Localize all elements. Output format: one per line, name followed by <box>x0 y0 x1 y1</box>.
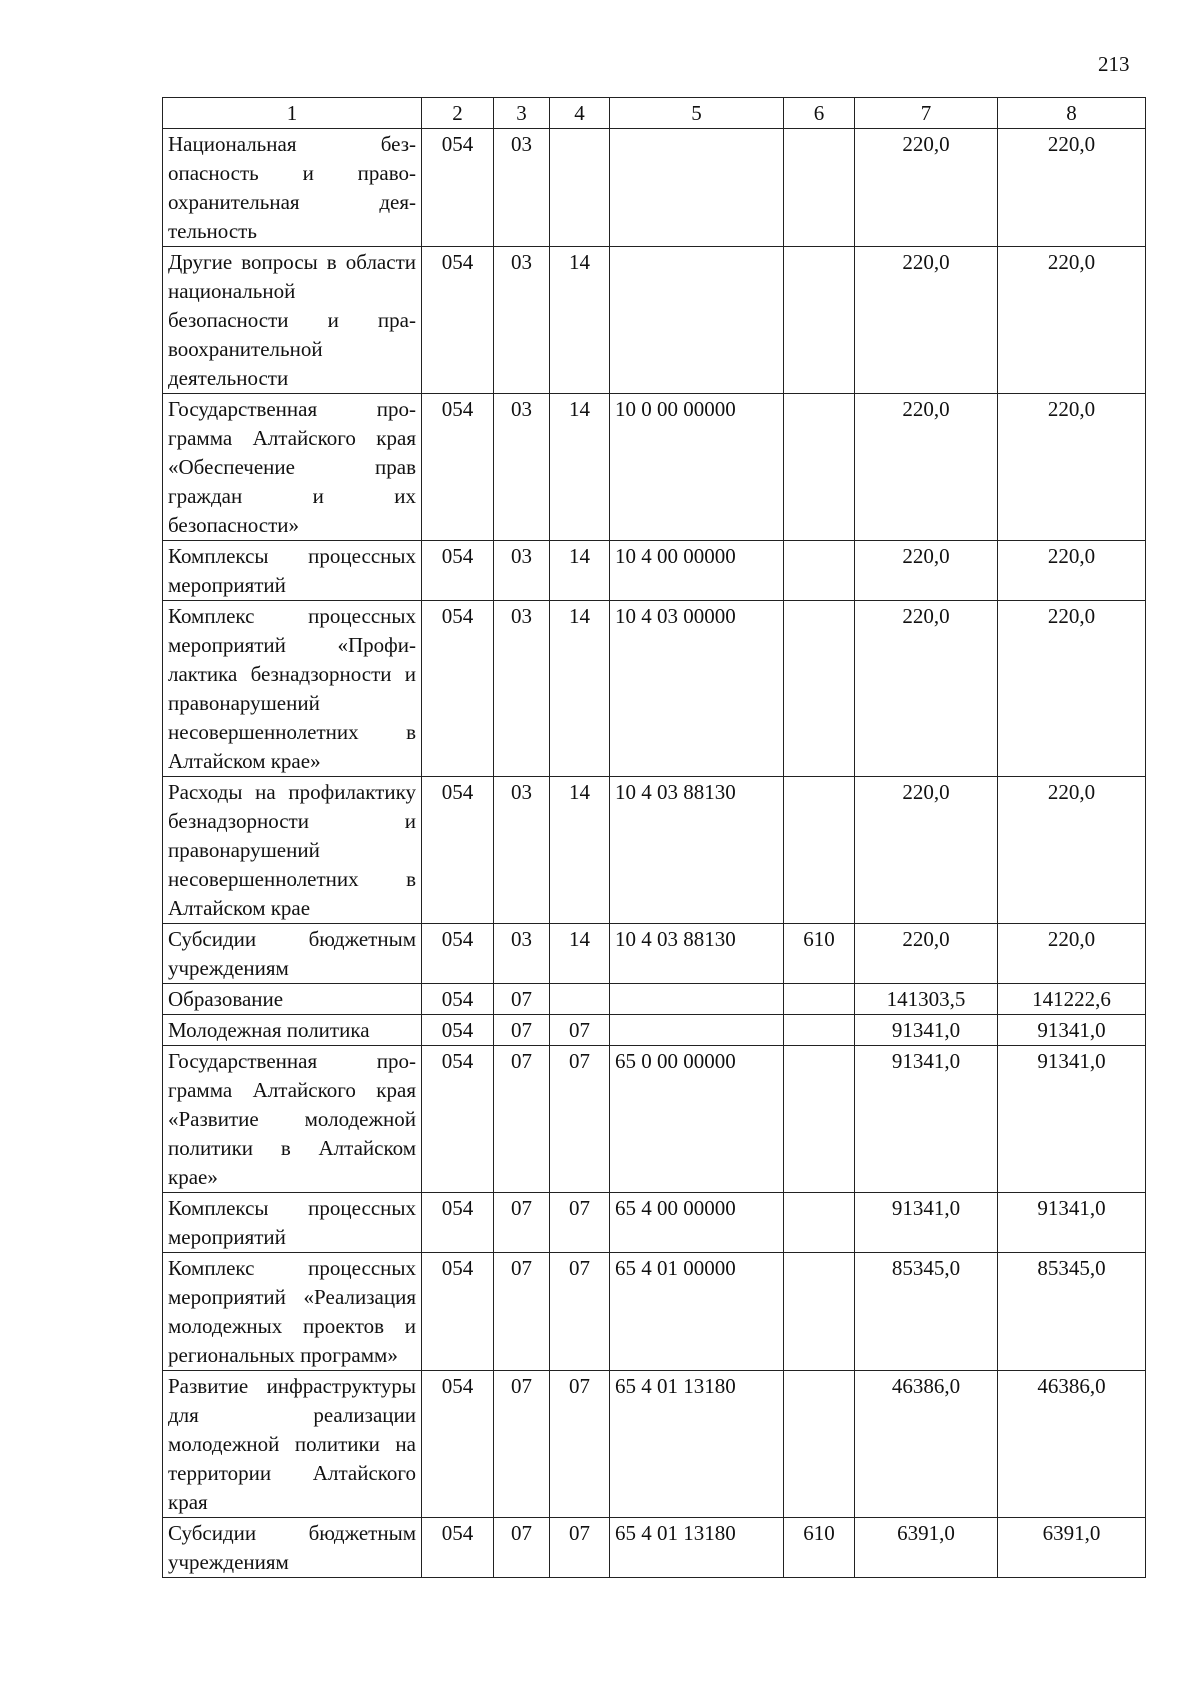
amount-year1-cell: 220,0 <box>855 601 998 777</box>
section-code-cell: 03 <box>494 394 550 541</box>
department-code-cell: 054 <box>422 1253 494 1371</box>
section-code-cell: 03 <box>494 541 550 601</box>
subsection-code-cell: 14 <box>550 394 610 541</box>
department-code-cell: 054 <box>422 129 494 247</box>
target-article-cell <box>610 129 784 247</box>
section-code-cell: 03 <box>494 777 550 924</box>
expense-type-cell <box>784 601 855 777</box>
department-code-cell: 054 <box>422 601 494 777</box>
section-code-cell: 03 <box>494 601 550 777</box>
table-row <box>163 1046 1146 1193</box>
amount-year2-cell: 46386,0 <box>998 1371 1146 1518</box>
expense-type-cell: 610 <box>784 1518 855 1578</box>
expense-type-cell: 610 <box>784 924 855 984</box>
department-code-cell: 054 <box>422 924 494 984</box>
amount-year1-cell: 220,0 <box>855 129 998 247</box>
column-header: 5 <box>610 98 784 129</box>
amount-year1-cell: 220,0 <box>855 247 998 394</box>
department-code-cell: 054 <box>422 777 494 924</box>
expense-type-cell <box>784 777 855 924</box>
subsection-code-cell: 07 <box>550 1253 610 1371</box>
department-code-cell: 054 <box>422 1518 494 1578</box>
target-article-cell: 10 4 03 88130 <box>610 924 784 984</box>
section-code-cell: 07 <box>494 984 550 1015</box>
column-header: 7 <box>855 98 998 129</box>
section-code-cell: 03 <box>494 129 550 247</box>
target-article-cell: 10 4 03 88130 <box>610 777 784 924</box>
amount-year1-cell: 91341,0 <box>855 1015 998 1046</box>
section-code-cell: 07 <box>494 1015 550 1046</box>
expense-type-cell <box>784 129 855 247</box>
section-code-cell: 07 <box>494 1371 550 1518</box>
amount-year1-cell: 220,0 <box>855 394 998 541</box>
table-row <box>163 129 1146 247</box>
department-code-cell: 054 <box>422 1046 494 1193</box>
amount-year1-cell: 91341,0 <box>855 1193 998 1253</box>
target-article-cell <box>610 984 784 1015</box>
column-header: 4 <box>550 98 610 129</box>
subsection-code-cell <box>550 129 610 247</box>
table-row <box>163 601 1146 777</box>
table-row <box>163 1253 1146 1371</box>
subsection-code-cell: 14 <box>550 541 610 601</box>
table-row <box>163 1015 1146 1046</box>
target-article-cell: 65 0 00 00000 <box>610 1046 784 1193</box>
target-article-cell <box>610 1015 784 1046</box>
subsection-code-cell: 14 <box>550 777 610 924</box>
column-header: 1 <box>163 98 422 129</box>
row-name-cell: Государственная программа Алтайского края «Обеспечение прав граждан и их безопасности» <box>163 394 422 541</box>
subsection-code-cell: 07 <box>550 1015 610 1046</box>
column-header: 2 <box>422 98 494 129</box>
row-name-cell: Комплексы процессных мероприятий <box>163 1193 422 1253</box>
subsection-code-cell: 07 <box>550 1518 610 1578</box>
target-article-cell: 65 4 01 00000 <box>610 1253 784 1371</box>
row-name-cell: Другие вопросы в области национальной безопасности и правоохранительной деятельности <box>163 247 422 394</box>
header-row <box>163 98 1146 129</box>
target-article-cell: 10 4 03 00000 <box>610 601 784 777</box>
department-code-cell: 054 <box>422 394 494 541</box>
department-code-cell: 054 <box>422 541 494 601</box>
department-code-cell: 054 <box>422 984 494 1015</box>
row-name-cell: Государственная программа Алтайского края «Развитие молодежной политики в Алтайском крае» <box>163 1046 422 1193</box>
section-code-cell: 03 <box>494 247 550 394</box>
section-code-cell: 03 <box>494 924 550 984</box>
table-row <box>163 1371 1146 1518</box>
amount-year1-cell: 46386,0 <box>855 1371 998 1518</box>
row-name-cell: Развитие инфраструктуры для реализации молодежной политики на территории Алтайского края <box>163 1371 422 1518</box>
expense-type-cell <box>784 1253 855 1371</box>
department-code-cell: 054 <box>422 1015 494 1046</box>
page-number: 213 <box>1098 52 1130 76</box>
expense-type-cell <box>784 541 855 601</box>
section-code-cell: 07 <box>494 1046 550 1193</box>
expense-type-cell <box>784 247 855 394</box>
table-row <box>163 247 1146 394</box>
expense-type-cell <box>784 984 855 1015</box>
expense-type-cell <box>784 1193 855 1253</box>
column-header: 3 <box>494 98 550 129</box>
subsection-code-cell: 07 <box>550 1371 610 1518</box>
row-name-cell: Образование <box>163 984 422 1015</box>
section-code-cell: 07 <box>494 1193 550 1253</box>
department-code-cell: 054 <box>422 247 494 394</box>
subsection-code-cell <box>550 984 610 1015</box>
table-row <box>163 777 1146 924</box>
amount-year1-cell: 6391,0 <box>855 1518 998 1578</box>
row-name-cell: Комплекс процессных мероприятий «Профилактика безнадзорности и правонарушений несовершеннолетних в Алтайском крае» <box>163 601 422 777</box>
amount-year2-cell: 220,0 <box>998 129 1146 247</box>
amount-year2-cell: 220,0 <box>998 924 1146 984</box>
section-code-cell: 07 <box>494 1253 550 1371</box>
target-article-cell: 65 4 01 13180 <box>610 1518 784 1578</box>
amount-year1-cell: 91341,0 <box>855 1046 998 1193</box>
expense-type-cell <box>784 1015 855 1046</box>
department-code-cell: 054 <box>422 1371 494 1518</box>
amount-year2-cell: 91341,0 <box>998 1046 1146 1193</box>
row-name-cell: Расходы на профилактику безнадзорности и правонарушений несовершеннолетних в Алтайском крае <box>163 777 422 924</box>
subsection-code-cell: 07 <box>550 1046 610 1193</box>
amount-year1-cell: 220,0 <box>855 777 998 924</box>
column-header: 8 <box>998 98 1146 129</box>
row-name-cell: Комплексы процессных мероприятий <box>163 541 422 601</box>
table-body <box>163 129 1146 1578</box>
target-article-cell: 65 4 01 13180 <box>610 1371 784 1518</box>
amount-year2-cell: 91341,0 <box>998 1015 1146 1046</box>
amount-year1-cell: 85345,0 <box>855 1253 998 1371</box>
subsection-code-cell: 14 <box>550 247 610 394</box>
amount-year2-cell: 85345,0 <box>998 1253 1146 1371</box>
row-name-cell: Комплекс процессных мероприятий «Реализация молодежных проектов и региональных программ» <box>163 1253 422 1371</box>
expense-type-cell <box>784 1046 855 1193</box>
target-article-cell: 10 0 00 00000 <box>610 394 784 541</box>
column-header: 6 <box>784 98 855 129</box>
section-code-cell: 07 <box>494 1518 550 1578</box>
amount-year2-cell: 141222,6 <box>998 984 1146 1015</box>
table-row <box>163 541 1146 601</box>
expense-type-cell <box>784 1371 855 1518</box>
amount-year2-cell: 220,0 <box>998 394 1146 541</box>
budget-table <box>162 97 1146 1578</box>
target-article-cell: 10 4 00 00000 <box>610 541 784 601</box>
target-article-cell: 65 4 00 00000 <box>610 1193 784 1253</box>
amount-year2-cell: 91341,0 <box>998 1193 1146 1253</box>
table-row <box>163 984 1146 1015</box>
amount-year2-cell: 220,0 <box>998 777 1146 924</box>
department-code-cell: 054 <box>422 1193 494 1253</box>
table-row <box>163 394 1146 541</box>
expense-type-cell <box>784 394 855 541</box>
amount-year2-cell: 220,0 <box>998 541 1146 601</box>
amount-year1-cell: 220,0 <box>855 924 998 984</box>
amount-year2-cell: 220,0 <box>998 601 1146 777</box>
amount-year1-cell: 220,0 <box>855 541 998 601</box>
row-name-cell: Молодежная политика <box>163 1015 422 1046</box>
row-name-cell: Субсидии бюджетным учреждениям <box>163 924 422 984</box>
table-row <box>163 1193 1146 1253</box>
subsection-code-cell: 14 <box>550 924 610 984</box>
amount-year2-cell: 220,0 <box>998 247 1146 394</box>
table-row <box>163 924 1146 984</box>
table-row <box>163 1518 1146 1578</box>
row-name-cell: Субсидии бюджетным учреждениям <box>163 1518 422 1578</box>
subsection-code-cell: 07 <box>550 1193 610 1253</box>
amount-year1-cell: 141303,5 <box>855 984 998 1015</box>
row-name-cell: Национальная безопасность и правоохранительная деятельность <box>163 129 422 247</box>
amount-year2-cell: 6391,0 <box>998 1518 1146 1578</box>
subsection-code-cell: 14 <box>550 601 610 777</box>
target-article-cell <box>610 247 784 394</box>
